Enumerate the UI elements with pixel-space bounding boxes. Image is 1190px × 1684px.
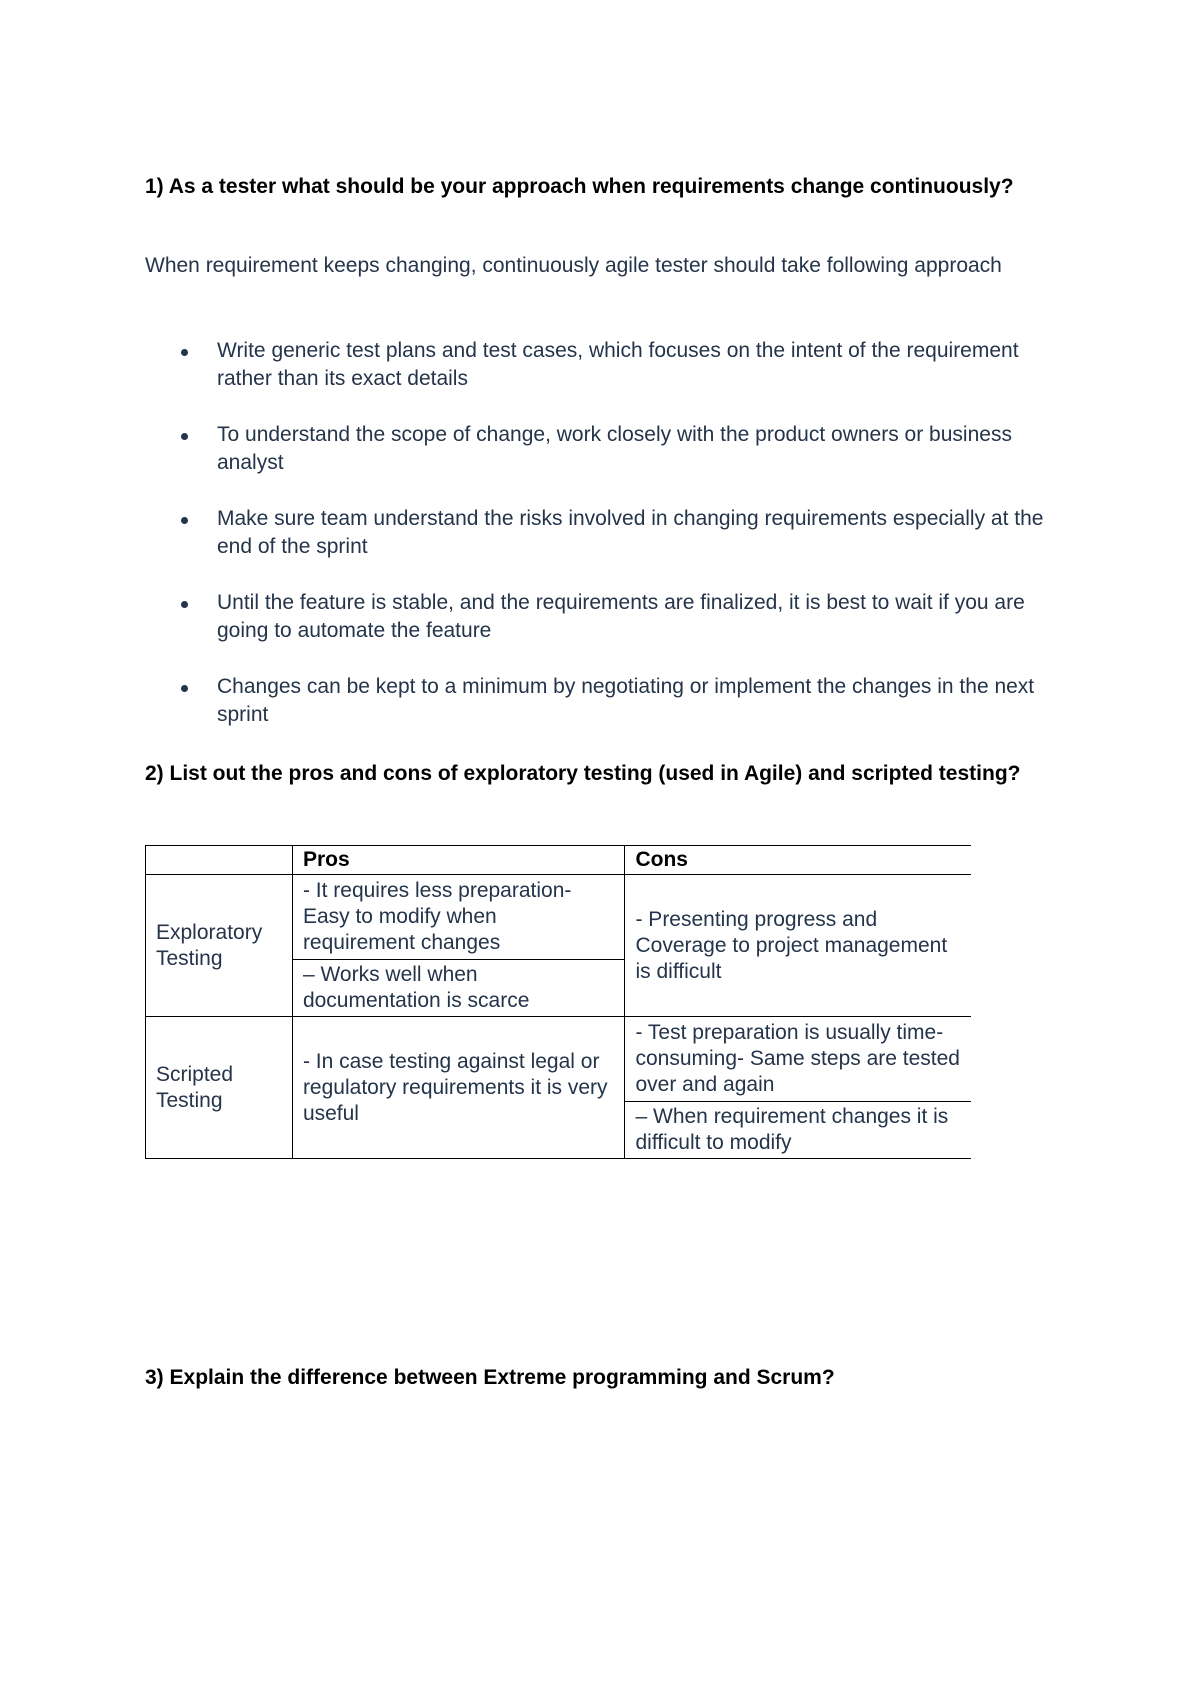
cons-column-header: Cons [625,846,971,875]
bullet-text: Changes can be kept to a minimum by negotiating or implement the changes in the next sprint [217,675,1035,726]
question-3-heading: 3) Explain the difference between Extreme programming and Scrum? [145,1366,835,1389]
table-header-row [146,846,972,875]
bullet-item [145,421,1045,477]
bullet-item [145,589,1045,645]
table-corner-cell [146,846,293,875]
table-row [146,875,972,960]
bullet-icon [181,517,188,524]
bullet-item [145,673,1045,729]
exploratory-testing-label: Exploratory Testing [146,875,293,1017]
bullet-item [145,505,1045,561]
bullet-text: Write generic test plans and test cases, which focuses on the intent of the requirement rather than its exact details [217,339,1019,390]
table-row [146,1017,972,1102]
bullet-icon [181,433,188,440]
exploratory-pros-cell: – Works well when documentation is scarce [292,960,625,1017]
question-2-heading: 2) List out the pros and cons of exploratory testing (used in Agile) and scripted testing? [145,762,1021,785]
bullet-icon [181,685,188,692]
scripted-pros-cell: - In case testing against legal or regulatory requirements it is very useful [292,1017,625,1159]
bullet-text: To understand the scope of change, work closely with the product owners or business analyst [217,423,1012,474]
question-1-intro: When requirement keeps changing, continuously agile tester should take following approach [145,254,1002,277]
scripted-cons-cell: – When requirement changes it is difficult to modify [625,1102,971,1159]
question-1-heading: 1) As a tester what should be your approach when requirements change continuously? [145,175,1014,198]
scripted-cons-cell: - Test preparation is usually time-consuming- Same steps are tested over and again [625,1017,971,1102]
scripted-testing-label: Scripted Testing [146,1017,293,1159]
bullet-text: Make sure team understand the risks involved in changing requirements especially at the end of the sprint [217,507,1044,558]
bullet-icon [181,601,188,608]
bullet-text: Until the feature is stable, and the requirements are finalized, it is best to wait if you are going to automate the feature [217,591,1025,642]
pros-column-header: Pros [292,846,625,875]
pros-cons-table [145,845,971,1159]
exploratory-pros-cell: - It requires less preparation- Easy to modify when requirement changes [292,875,625,960]
question-1-bullet-list [145,337,1045,757]
bullet-icon [181,349,188,356]
bullet-item [145,337,1045,393]
exploratory-cons-cell: - Presenting progress and Coverage to project management is difficult [625,875,971,1017]
